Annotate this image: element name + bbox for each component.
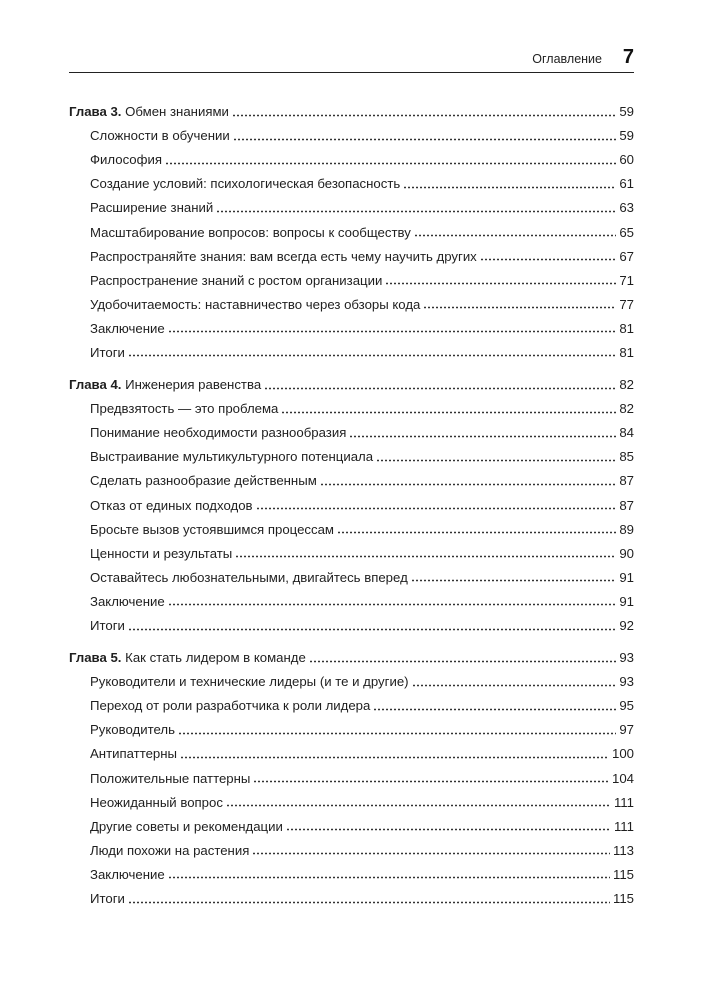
toc-entry[interactable] [69,742,634,766]
dot-leader [320,483,617,486]
entry-title: Заключение [90,593,165,609]
dot-leader [253,780,609,783]
entry-title: Выстраивание мультикультурного потенциала [90,449,374,465]
dot-leader [128,901,610,904]
dot-leader [128,354,616,357]
entry-title: Предвзятость — это проблема [90,401,279,417]
entry-page: 115 [612,891,634,907]
dot-leader [165,162,616,165]
entry-page: 91 [619,593,634,609]
entry-title: Понимание необходимости разнообразия [90,425,347,441]
toc-entry[interactable] [69,767,634,791]
table-of-contents [69,100,634,919]
dot-leader [256,507,617,510]
entry-page: 59 [619,128,634,144]
dot-leader [232,114,616,117]
toc-entry[interactable] [69,245,634,269]
toc-entry[interactable] [69,718,634,742]
dot-leader [337,531,616,534]
dot-leader [414,234,617,237]
dot-leader [376,459,616,462]
toc-entry[interactable] [69,566,634,590]
entry-page: 87 [619,473,634,489]
entry-title: Ценности и результаты [90,545,233,561]
dot-leader [373,708,616,711]
entry-title: Оставайтесь любознательными, двигайтесь вперед [90,569,408,585]
entry-page: 84 [619,425,634,441]
entry-title: Распространение знаний с ростом организации [90,272,383,288]
entry-page: 92 [619,618,634,634]
dot-leader [233,138,617,141]
dot-leader [423,306,616,309]
toc-entry[interactable] [69,317,634,341]
chapter-4 [69,373,634,638]
toc-entry[interactable] [69,863,634,887]
entry-title: Антипаттерны [90,746,178,762]
entry-page: 61 [619,176,634,192]
entry-page: 95 [619,698,634,714]
toc-entry[interactable] [69,148,634,172]
dot-leader [216,210,616,213]
dot-leader [412,684,617,687]
entry-page: 111 [613,794,634,810]
chapter-label: Глава 5. [69,650,122,666]
page-number: 7 [622,46,634,68]
entry-page: 67 [619,248,634,264]
toc-entry[interactable] [69,614,634,638]
toc-entry[interactable] [69,220,634,244]
entry-title: Расширение знаний [90,200,214,216]
entry-page: 93 [619,674,634,690]
entry-page: 81 [619,320,634,336]
chapter-page: 93 [619,650,634,666]
chapter-heading[interactable] [69,373,634,397]
entry-title: Создание условий: психологическая безопасность [90,176,401,192]
dot-leader [168,876,610,879]
chapter-label: Глава 4. [69,377,122,393]
dot-leader [168,330,617,333]
entry-title: Сделать разнообразие действенным [90,473,317,489]
entry-page: 87 [619,497,634,513]
entry-page: 63 [619,200,634,216]
toc-entry[interactable] [69,494,634,518]
dot-leader [309,660,617,663]
chapter-3 [69,100,634,365]
dot-leader [480,258,617,261]
entry-title: Бросьте вызов устоявшимся процессам [90,521,334,537]
chapter-title: Как стать лидером в команде [125,650,306,666]
dot-leader [226,804,611,807]
entry-page: 60 [619,152,634,168]
entry-page: 90 [619,545,634,561]
entry-page: 77 [619,296,634,312]
entry-page: 111 [613,818,634,834]
entry-page: 100 [611,746,634,762]
chapter-title: Обмен знаниями [125,104,229,120]
entry-page: 65 [619,224,634,240]
dot-leader [180,756,609,759]
entry-title: Руководители и технические лидеры (и те и другие) [90,674,409,690]
entry-title: Положительные паттерны [90,770,251,786]
dot-leader [252,852,610,855]
toc-entry[interactable] [69,445,634,469]
entry-title: Заключение [90,866,165,882]
entry-title: Неожиданный вопрос [90,794,223,810]
chapter-page: 82 [619,377,634,393]
entry-page: 85 [619,449,634,465]
dot-leader [349,435,616,438]
toc-entry[interactable] [69,469,634,493]
entry-page: 113 [612,842,634,858]
chapter-heading[interactable] [69,100,634,124]
entry-title: Удобочитаемость: наставничество через обзоры кода [90,296,421,312]
toc-entry[interactable] [69,670,634,694]
toc-entry[interactable] [69,839,634,863]
toc-entry[interactable] [69,694,634,718]
entry-page: 82 [619,401,634,417]
entry-title: Другие советы и рекомендации [90,818,283,834]
toc-entry[interactable] [69,887,634,911]
dot-leader [403,186,616,189]
entry-title: Переход от роли разработчика к роли лидера [90,698,371,714]
entry-title: Сложности в обучении [90,128,230,144]
dot-leader [128,628,616,631]
entry-title: Итоги [90,344,125,360]
entry-title: Распространяйте знания: вам всегда есть чему научить других [90,248,477,264]
entry-title: Философия [90,152,163,168]
toc-entry[interactable] [69,397,634,421]
running-header-title: Оглавление [532,52,602,66]
toc-entry[interactable] [69,172,634,196]
toc-entry[interactable] [69,518,634,542]
entry-title: Масштабирование вопросов: вопросы к сообществу [90,224,411,240]
toc-entry[interactable] [69,196,634,220]
toc-entry[interactable] [69,542,634,566]
entry-page: 81 [619,344,634,360]
chapter-5 [69,646,634,911]
entry-page: 104 [611,770,634,786]
entry-page: 97 [619,722,634,738]
dot-leader [281,411,616,414]
dot-leader [286,828,611,831]
entry-title: Итоги [90,891,125,907]
dot-leader [264,387,616,390]
toc-entry[interactable] [69,421,634,445]
entry-title: Люди похожи на растения [90,842,250,858]
entry-title: Итоги [90,618,125,634]
entry-page: 89 [619,521,634,537]
entry-page: 71 [619,272,634,288]
page-header [69,44,634,73]
entry-page: 115 [612,866,634,882]
dot-leader [235,555,616,558]
chapter-heading[interactable] [69,646,634,670]
entry-title: Отказ от единых подходов [90,497,253,513]
toc-entry[interactable] [69,124,634,148]
dot-leader [411,579,617,582]
entry-page: 91 [619,569,634,585]
toc-entry[interactable] [69,341,634,365]
toc-entry[interactable] [69,815,634,839]
chapter-label: Глава 3. [69,104,122,120]
chapter-page: 59 [619,104,634,120]
toc-entry[interactable] [69,293,634,317]
toc-entry[interactable] [69,791,634,815]
toc-entry[interactable] [69,590,634,614]
entry-title: Руководитель [90,722,175,738]
chapter-title: Инженерия равенства [125,377,262,393]
dot-leader [168,603,617,606]
entry-title: Заключение [90,320,165,336]
toc-entry[interactable] [69,269,634,293]
dot-leader [178,732,616,735]
dot-leader [385,282,616,285]
